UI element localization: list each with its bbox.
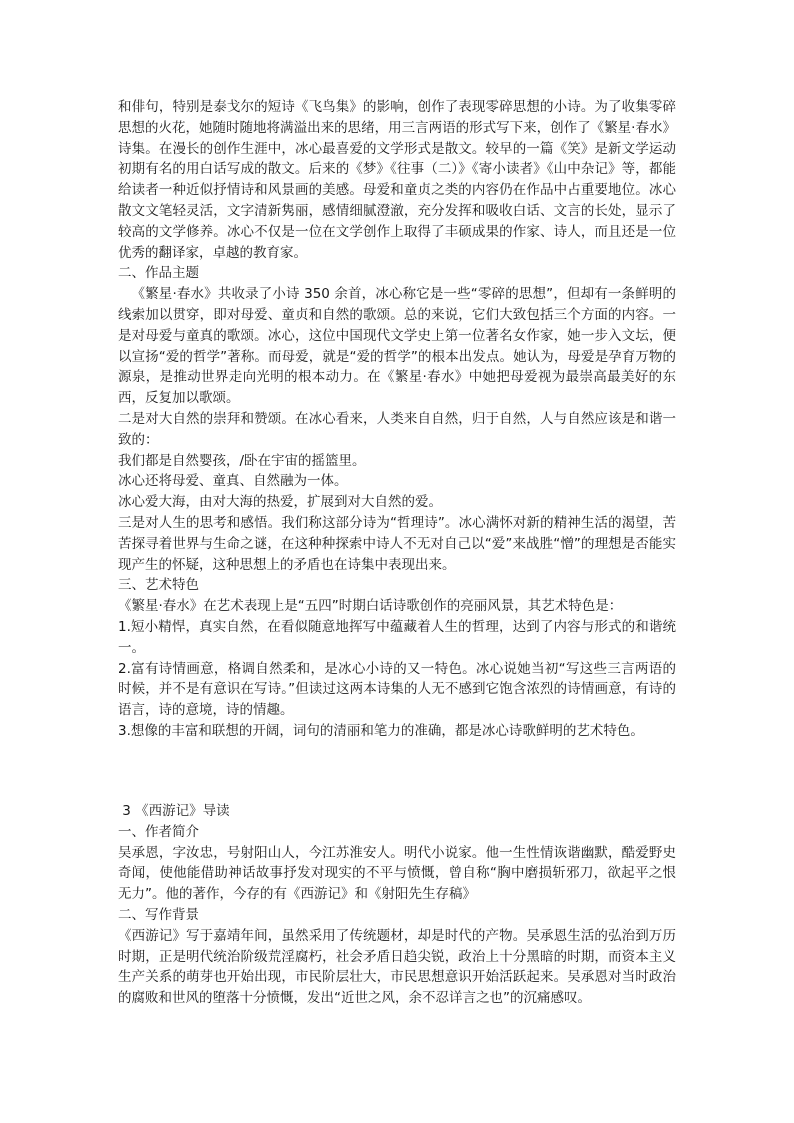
paragraph-art-intro: 《繁星·春水》在艺术表现上是“五四”时期白话诗歌创作的亮丽风景，其艺术特色是： bbox=[118, 598, 623, 615]
paragraph-art-point-2: 2.富有诗情画意，格调自然柔和，是冰心小诗的又一特色。冰心说她当初“写这些三言两语的时候，并不是有意识在写诗。”但读过这两本诗集的人无不感到它饱含浓烈的诗情画意，有诗的语言，诗的意境，诗的情趣。 bbox=[118, 660, 676, 719]
heading-writing-background: 二、写作背景 bbox=[118, 906, 199, 923]
heading-journey-west-guide: 3 《西游记》导读 bbox=[118, 803, 230, 819]
paragraph-theme-overview: 《繁星·春水》共收录了小诗 350 余首，冰心称它是一些“零碎的思想”，但却有一条鲜明的线索加以贯穿，即对母爱、童贞和自然的歌颂。总的来说，它们大致包括三个方面的内容。一是对母爱与童真的歌颂。冰心，这位中国现代文学史上第一位著名女作家，她一步入文坛，便以宣扬“爱的哲学”著称。而母爱，就是“爱的哲学”的根本出发点。她认为，母爱是孕育万物的源泉，是推动世界走向光明的根本动力。在《繁星·春水》中她把母爱视为最崇高最美好的东西，反复加以歌颂。 bbox=[118, 286, 676, 407]
paragraph-background: 《西游记》写于嘉靖年间，虽然采用了传统题材，却是时代的产物。吴承恩生活的弘治到万历时期，正是明代统治阶级荒淫腐朽，社会矛盾日趋尖锐，政治上十分黑暗的时期，而资本主义生产关系的萌芽也开始出现，市民阶层壮大，市民思想意识开始活跃起来。吴承恩对当时政治的腐败和世风的堕落十分愤慨，发出“近世之风，余不忍详言之也”的沉痛感叹。 bbox=[118, 927, 676, 1007]
paragraph-sea: 冰心爱大海，由对大海的热爱，扩展到对大自然的爱。 bbox=[118, 494, 442, 511]
paragraph-nature: 二是对大自然的崇拜和赞颂。在冰心看来，人类来自自然，归于自然，人与自然应该是和谐一致的： bbox=[118, 410, 676, 448]
section-journey-west bbox=[118, 801, 676, 1009]
paragraph-fusion: 冰心还将母爱、童真、自然融为一体。 bbox=[118, 473, 348, 490]
section-bingxin bbox=[118, 97, 676, 742]
heading-author-intro: 一、作者简介 bbox=[118, 823, 199, 840]
paragraph-quote-poem: 我们都是自然婴孩，/卧在宇宙的摇篮里。 bbox=[118, 452, 366, 469]
paragraph-philosophy: 三是对人生的思考和感悟。我们称这部分诗为“哲理诗”。冰心满怀对新的精神生活的渴望，苦苦探寻着世界与生命之谜，在这种种探索中诗人不无对自己以“爱”来战胜“憎”的理想是否能实现产生的怀疑，这种思想上的矛盾也在诗集中表现出来。 bbox=[118, 514, 676, 573]
heading-work-theme: 二、作品主题 bbox=[118, 265, 199, 282]
paragraph-wu-chengen: 吴承恩，字汝忠，号射阳山人，今江苏淮安人。明代小说家。他一生性情诙谐幽默，酷爱野史奇闻，使他能借助神话故事抒发对现实的不平与愤慨，曾自称“胸中磨损斩邪刀，欲起平之恨无力”。他的著作，今存的有《西游记》和《射阳先生存稿》 bbox=[118, 844, 676, 903]
heading-art-features: 三、艺术特色 bbox=[118, 577, 199, 594]
paragraph-art-point-3: 3.想像的丰富和联想的开阔，词句的清丽和笔力的准确，都是冰心诗歌鲜明的艺术特色。 bbox=[118, 722, 644, 739]
paragraph-art-point-1: 1.短小精悍，真实自然，在看似随意地挥写中蕴藏着人生的哲理，达到了内容与形式的和谐统一。 bbox=[118, 618, 676, 656]
paragraph-author-intro-end: 和俳句，特别是泰戈尔的短诗《飞鸟集》的影响，创作了表现零碎思想的小诗。为了收集零碎思想的火花，她随时随地将满溢出来的思绪，用三言两语的形式写下来，创作了《繁星·春水》诗集。在漫长的创作生涯中，冰心最喜爱的文学形式是散文。较早的一篇《笑》是新文学运动初期有名的用白话写成的散文。后来的《梦》《往事（二）》《寄小读者》《山中杂记》等，都能给读者一种近似抒情诗和风景画的美感。母爱和童贞之类的内容仍在作品中占重要地位。冰心散文文笔轻灵活，文字清新隽丽，感情细腻澄澈，充分发挥和吸收白话、文言的长处，显示了较高的文学修养。冰心不仅是一位在文学创作上取得了丰硕成果的作家、诗人，而且还是一位优秀的翻译家，卓越的教育家。 bbox=[118, 99, 676, 261]
